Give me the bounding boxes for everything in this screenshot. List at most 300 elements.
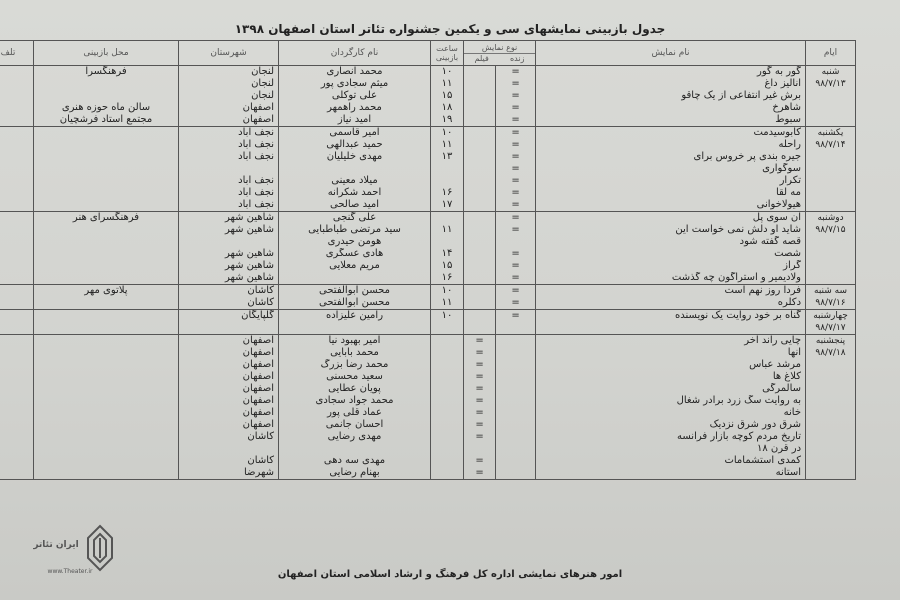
- director-cell: مریم معلایی: [279, 260, 431, 272]
- time-cell: ۱۴: [431, 248, 464, 260]
- film-cell: [464, 248, 496, 260]
- day-name: دوشنبه: [817, 213, 844, 223]
- venue-cell: [34, 236, 179, 248]
- venue-cell: فرهنگسرای هنر: [34, 212, 179, 225]
- film-cell: [464, 297, 496, 310]
- show-cell: تاریخ مردم کوچه بازار فرانسه: [536, 431, 806, 443]
- director-cell: مهدی سه دهی: [279, 455, 431, 467]
- city-cell: شهرضا: [179, 467, 279, 480]
- director-cell: سید مرتضی طباطبایی: [279, 224, 431, 236]
- show-cell: هیولاخوانی: [536, 199, 806, 212]
- table-row: [0, 78, 856, 90]
- live-cell: =: [496, 127, 536, 140]
- time-cell: [431, 443, 464, 455]
- film-cell: [464, 127, 496, 140]
- show-cell: آنها: [536, 347, 806, 359]
- live-cell: [496, 443, 536, 455]
- city-cell: نجف آباد: [179, 187, 279, 199]
- live-cell: =: [496, 163, 536, 175]
- table-row: [0, 371, 856, 383]
- time-cell: [431, 395, 464, 407]
- venue-cell: [34, 383, 179, 395]
- film-cell: =: [464, 467, 496, 480]
- show-cell: برش غیر انتفاعی از یک چاقو: [536, 90, 806, 102]
- venue-cell: [34, 335, 179, 348]
- venue-cell: [34, 431, 179, 443]
- film-cell: [464, 199, 496, 212]
- logo-site: www.Theater.ir: [47, 568, 93, 575]
- time-cell: ۱۳: [431, 151, 464, 163]
- table-row: [0, 310, 856, 335]
- time-cell: ۱۱: [431, 139, 464, 151]
- live-cell: =: [496, 78, 536, 90]
- schedule-body: [0, 66, 856, 481]
- director-cell: امیر بهبود نیا: [279, 335, 431, 348]
- day-cell: [806, 335, 856, 480]
- venue-cell: [34, 395, 179, 407]
- extra-cell: [0, 199, 34, 212]
- time-cell: ۱۶: [431, 187, 464, 199]
- time-cell: ۱۷: [431, 199, 464, 212]
- venue-cell: [34, 224, 179, 236]
- film-cell: [464, 151, 496, 163]
- header-extra: تلف: [0, 41, 34, 66]
- film-cell: =: [464, 395, 496, 407]
- table-row: [0, 163, 856, 175]
- venue-cell: [34, 347, 179, 359]
- extra-cell: [0, 236, 34, 248]
- show-cell: سالمرگی: [536, 383, 806, 395]
- city-cell: اصفهان: [179, 395, 279, 407]
- live-cell: =: [496, 297, 536, 310]
- table-row: [0, 127, 856, 140]
- city-cell: اصفهان: [179, 359, 279, 371]
- day-cell: [806, 66, 856, 127]
- day-cell: [806, 212, 856, 285]
- director-cell: عماد قلی پور: [279, 407, 431, 419]
- extra-cell: [0, 359, 34, 371]
- city-cell: اصفهان: [179, 347, 279, 359]
- table-row: [0, 431, 856, 443]
- live-cell: =: [496, 199, 536, 212]
- film-cell: =: [464, 371, 496, 383]
- table-row: [0, 272, 856, 285]
- film-cell: [464, 139, 496, 151]
- film-cell: [464, 310, 496, 335]
- time-cell: [431, 175, 464, 187]
- table-row: [0, 151, 856, 163]
- show-cell: ولادیمیر و استراگون چه گذشت: [536, 272, 806, 285]
- live-cell: =: [496, 212, 536, 225]
- header-type-live: زنده: [509, 53, 525, 63]
- header-type-film: فیلم: [474, 53, 489, 63]
- venue-cell: فرهنگسرا: [34, 66, 179, 79]
- director-cell: امید نیاز: [279, 114, 431, 127]
- show-cell: کلاغ ها: [536, 371, 806, 383]
- show-cell: شاهرخ: [536, 102, 806, 114]
- director-cell: [279, 272, 431, 285]
- show-cell: کمدی استشمامات: [536, 455, 806, 467]
- live-cell: [496, 347, 536, 359]
- film-cell: [464, 187, 496, 199]
- show-cell: خانه: [536, 407, 806, 419]
- director-cell: علی گنجی: [279, 212, 431, 225]
- show-cell: در قرن ۱۸: [536, 443, 806, 455]
- time-cell: [431, 431, 464, 443]
- time-cell: ۱۵: [431, 260, 464, 272]
- film-cell: =: [464, 431, 496, 443]
- city-cell: [179, 236, 279, 248]
- director-cell: محسن ابوالفتحی: [279, 297, 431, 310]
- time-cell: ۱۱: [431, 224, 464, 236]
- show-cell: شصت: [536, 248, 806, 260]
- film-cell: [464, 212, 496, 225]
- venue-cell: [34, 90, 179, 102]
- time-cell: [431, 335, 464, 348]
- director-cell: [279, 443, 431, 455]
- extra-cell: [0, 310, 34, 335]
- extra-cell: [0, 443, 34, 455]
- director-cell: میلاد معینی: [279, 175, 431, 187]
- director-cell: امیر قاسمی: [279, 127, 431, 140]
- show-cell: تکرار: [536, 175, 806, 187]
- director-cell: امید صالحی: [279, 199, 431, 212]
- city-cell: [179, 443, 279, 455]
- film-cell: =: [464, 383, 496, 395]
- live-cell: =: [496, 90, 536, 102]
- extra-cell: [0, 297, 34, 310]
- time-cell: [431, 383, 464, 395]
- extra-cell: [0, 347, 34, 359]
- table-row: [0, 248, 856, 260]
- table-row: [0, 335, 856, 348]
- extra-cell: [0, 175, 34, 187]
- extra-cell: [0, 272, 34, 285]
- film-cell: [464, 260, 496, 272]
- live-cell: =: [496, 66, 536, 79]
- time-cell: ۱۱: [431, 297, 464, 310]
- venue-cell: [34, 467, 179, 480]
- header-venue: محل بازبینی: [34, 41, 179, 66]
- show-cell: سبوط: [536, 114, 806, 127]
- venue-cell: [34, 151, 179, 163]
- film-cell: [464, 272, 496, 285]
- extra-cell: [0, 151, 34, 163]
- venue-cell: [34, 175, 179, 187]
- header-type: [464, 41, 536, 66]
- venue-cell: [34, 297, 179, 310]
- city-cell: اصفهان: [179, 383, 279, 395]
- day-name: چهارشنبه: [813, 311, 848, 321]
- table-row: [0, 90, 856, 102]
- theater-logo: [22, 518, 118, 578]
- extra-cell: [0, 114, 34, 127]
- time-cell: ۱۵: [431, 90, 464, 102]
- live-cell: [496, 335, 536, 348]
- extra-cell: [0, 187, 34, 199]
- time-cell: ۱۱: [431, 78, 464, 90]
- city-cell: گلپایگان: [179, 310, 279, 335]
- live-cell: =: [496, 310, 536, 335]
- day-date: ۹۸/۷/۱۳: [815, 79, 846, 89]
- show-cell: آستانه: [536, 467, 806, 480]
- table-row: [0, 467, 856, 480]
- venue-cell: [34, 443, 179, 455]
- director-cell: هومن حیدری: [279, 236, 431, 248]
- footer-text: امور هنرهای نمایشی اداره کل فرهنگ و ارشاد اسلامی استان اصفهان: [277, 569, 623, 580]
- table-row: [0, 175, 856, 187]
- director-cell: احمد شکرانه: [279, 187, 431, 199]
- city-cell: کاشان: [179, 285, 279, 298]
- director-cell: حمید عبدالهی: [279, 139, 431, 151]
- show-cell: کابوسیدمت: [536, 127, 806, 140]
- director-cell: [279, 163, 431, 175]
- header-type-top: نوع نمایش: [481, 42, 518, 52]
- director-cell: مهدی رضایی: [279, 431, 431, 443]
- venue-cell: [34, 455, 179, 467]
- extra-cell: [0, 102, 34, 114]
- city-cell: نجف آباد: [179, 199, 279, 212]
- live-cell: =: [496, 175, 536, 187]
- extra-cell: [0, 78, 34, 90]
- venue-cell: [34, 359, 179, 371]
- director-cell: مهدی خلیلیان: [279, 151, 431, 163]
- director-cell: پویان عطایی: [279, 383, 431, 395]
- city-cell: کاشان: [179, 431, 279, 443]
- time-cell: [431, 359, 464, 371]
- table-row: [0, 199, 856, 212]
- director-cell: بهنام رضایی: [279, 467, 431, 480]
- extra-cell: [0, 248, 34, 260]
- live-cell: [496, 236, 536, 248]
- director-cell: علی توکلی: [279, 90, 431, 102]
- city-cell: اصفهان: [179, 371, 279, 383]
- city-cell: لنجان: [179, 66, 279, 79]
- time-cell: [431, 212, 464, 225]
- venue-cell: [34, 127, 179, 140]
- extra-cell: [0, 371, 34, 383]
- live-cell: [496, 407, 536, 419]
- extra-cell: [0, 127, 34, 140]
- venue-cell: پلاتوی مهر: [34, 285, 179, 298]
- time-cell: ۱۸: [431, 102, 464, 114]
- show-cell: شرق دور شرق نزدیک: [536, 419, 806, 431]
- director-cell: احسان جانمی: [279, 419, 431, 431]
- live-cell: =: [496, 187, 536, 199]
- director-cell: محمد بابایی: [279, 347, 431, 359]
- live-cell: [496, 395, 536, 407]
- day-name: شنبه: [821, 67, 840, 77]
- table-row: [0, 443, 856, 455]
- venue-cell: [34, 139, 179, 151]
- city-cell: شاهین شهر: [179, 272, 279, 285]
- time-cell: [431, 467, 464, 480]
- extra-cell: [0, 407, 34, 419]
- show-cell: آناليز داغ: [536, 78, 806, 90]
- live-cell: [496, 383, 536, 395]
- show-cell: قصه گفته شود: [536, 236, 806, 248]
- film-cell: [464, 236, 496, 248]
- venue-cell: [34, 419, 179, 431]
- table-row: [0, 359, 856, 371]
- day-name: سه شنبه: [814, 286, 848, 296]
- show-cell: مه لقا: [536, 187, 806, 199]
- header-director: نام کارگردان: [279, 41, 431, 66]
- table-row: [0, 383, 856, 395]
- city-cell: شاهین شهر: [179, 260, 279, 272]
- show-cell: فردا روز نهم است: [536, 285, 806, 298]
- show-cell: گناه بر خود روایت یک نویسنده: [536, 310, 806, 335]
- venue-cell: [34, 407, 179, 419]
- venue-cell: [34, 187, 179, 199]
- time-cell: [431, 163, 464, 175]
- header-day: ایام: [806, 41, 856, 66]
- header-show: نام نمایش: [536, 41, 806, 66]
- live-cell: =: [496, 102, 536, 114]
- film-cell: [464, 78, 496, 90]
- table-row: [0, 236, 856, 248]
- city-cell: اصفهان: [179, 419, 279, 431]
- director-cell: محمد جواد سجادی: [279, 395, 431, 407]
- venue-cell: [34, 272, 179, 285]
- director-cell: محسن ابوالفتحی: [279, 285, 431, 298]
- day-date: ۹۸/۷/۱۵: [815, 225, 846, 235]
- city-cell: کاشان: [179, 297, 279, 310]
- table-row: [0, 347, 856, 359]
- city-cell: شاهین شهر: [179, 248, 279, 260]
- show-cell: آن سوی پل: [536, 212, 806, 225]
- extra-cell: [0, 431, 34, 443]
- show-cell: جیره بندی پر خروس برای: [536, 151, 806, 163]
- table-row: [0, 455, 856, 467]
- extra-cell: [0, 66, 34, 79]
- header-row: [0, 41, 856, 66]
- extra-cell: [0, 212, 34, 225]
- city-cell: [179, 163, 279, 175]
- live-cell: [496, 467, 536, 480]
- live-cell: [496, 455, 536, 467]
- table-row: [0, 212, 856, 225]
- film-cell: [464, 163, 496, 175]
- extra-cell: [0, 163, 34, 175]
- director-cell: محمد رضا بزرگ: [279, 359, 431, 371]
- city-cell: اصفهان: [179, 114, 279, 127]
- film-cell: [464, 66, 496, 79]
- show-cell: به روایت سگ زرد برادر شغال: [536, 395, 806, 407]
- live-cell: [496, 419, 536, 431]
- live-cell: =: [496, 248, 536, 260]
- time-cell: [431, 419, 464, 431]
- director-cell: میثم سجادی پور: [279, 78, 431, 90]
- day-date: ۹۸/۷/۱۴: [815, 140, 846, 150]
- venue-cell: [34, 260, 179, 272]
- time-cell: [431, 371, 464, 383]
- extra-cell: [0, 395, 34, 407]
- film-cell: =: [464, 347, 496, 359]
- time-cell: ۱۰: [431, 310, 464, 335]
- director-cell: هادی عسگری: [279, 248, 431, 260]
- city-cell: اصفهان: [179, 407, 279, 419]
- director-cell: محمد راهمهر: [279, 102, 431, 114]
- table-row: [0, 114, 856, 127]
- show-cell: سوگواری: [536, 163, 806, 175]
- time-cell: [431, 407, 464, 419]
- table-row: [0, 297, 856, 310]
- live-cell: =: [496, 272, 536, 285]
- city-cell: لنجان: [179, 90, 279, 102]
- extra-cell: [0, 260, 34, 272]
- show-cell: چایی راند آخر: [536, 335, 806, 348]
- live-cell: [496, 371, 536, 383]
- header-city: شهرستان: [179, 41, 279, 66]
- logo-name: ایران تئاتر: [33, 540, 79, 550]
- page-title: جدول بازبینی نمایشهای سی و یکمین جشنواره تئاتر استان اصفهان ۱۳۹۸: [234, 22, 666, 36]
- time-cell: ۱۰: [431, 66, 464, 79]
- table-row: [0, 285, 856, 298]
- film-cell: [464, 114, 496, 127]
- film-cell: =: [464, 419, 496, 431]
- extra-cell: [0, 467, 34, 480]
- city-cell: شاهین شهر: [179, 212, 279, 225]
- show-cell: شاید او دلش نمی خواست این: [536, 224, 806, 236]
- table-row: [0, 395, 856, 407]
- day-date: ۹۸/۷/۱۸: [815, 348, 846, 358]
- table-row: [0, 187, 856, 199]
- city-cell: لنجان: [179, 78, 279, 90]
- city-cell: نجف آباد: [179, 139, 279, 151]
- film-cell: [464, 224, 496, 236]
- venue-cell: [34, 78, 179, 90]
- film-cell: =: [464, 407, 496, 419]
- extra-cell: [0, 383, 34, 395]
- venue-cell: [34, 310, 179, 335]
- venue-cell: سالن ماه حوزه هنری: [34, 102, 179, 114]
- live-cell: =: [496, 139, 536, 151]
- extra-cell: [0, 90, 34, 102]
- city-cell: اصفهان: [179, 102, 279, 114]
- time-cell: ۱۰: [431, 127, 464, 140]
- show-cell: دکلره: [536, 297, 806, 310]
- time-cell: [431, 455, 464, 467]
- live-cell: =: [496, 285, 536, 298]
- table-row: [0, 407, 856, 419]
- extra-cell: [0, 335, 34, 348]
- live-cell: [496, 359, 536, 371]
- table-bottom-border: [0, 480, 856, 481]
- table-row: [0, 139, 856, 151]
- director-cell: رامین علیزاده: [279, 310, 431, 335]
- city-cell: نجف آباد: [179, 151, 279, 163]
- venue-cell: [34, 199, 179, 212]
- film-cell: =: [464, 359, 496, 371]
- venue-cell: [34, 371, 179, 383]
- film-cell: [464, 90, 496, 102]
- live-cell: [496, 431, 536, 443]
- live-cell: =: [496, 260, 536, 272]
- film-cell: =: [464, 335, 496, 348]
- schedule-table: [0, 40, 856, 480]
- extra-cell: [0, 419, 34, 431]
- venue-cell: [34, 248, 179, 260]
- show-cell: گراز: [536, 260, 806, 272]
- venue-cell: [34, 163, 179, 175]
- day-date: ۹۸/۷/۱۷: [815, 323, 846, 333]
- day-name: یکشنبه: [817, 128, 844, 138]
- day-cell: [806, 127, 856, 212]
- time-cell: [431, 236, 464, 248]
- header-time: ساعت بازبینی: [431, 41, 464, 66]
- director-cell: محمد انصاری: [279, 66, 431, 79]
